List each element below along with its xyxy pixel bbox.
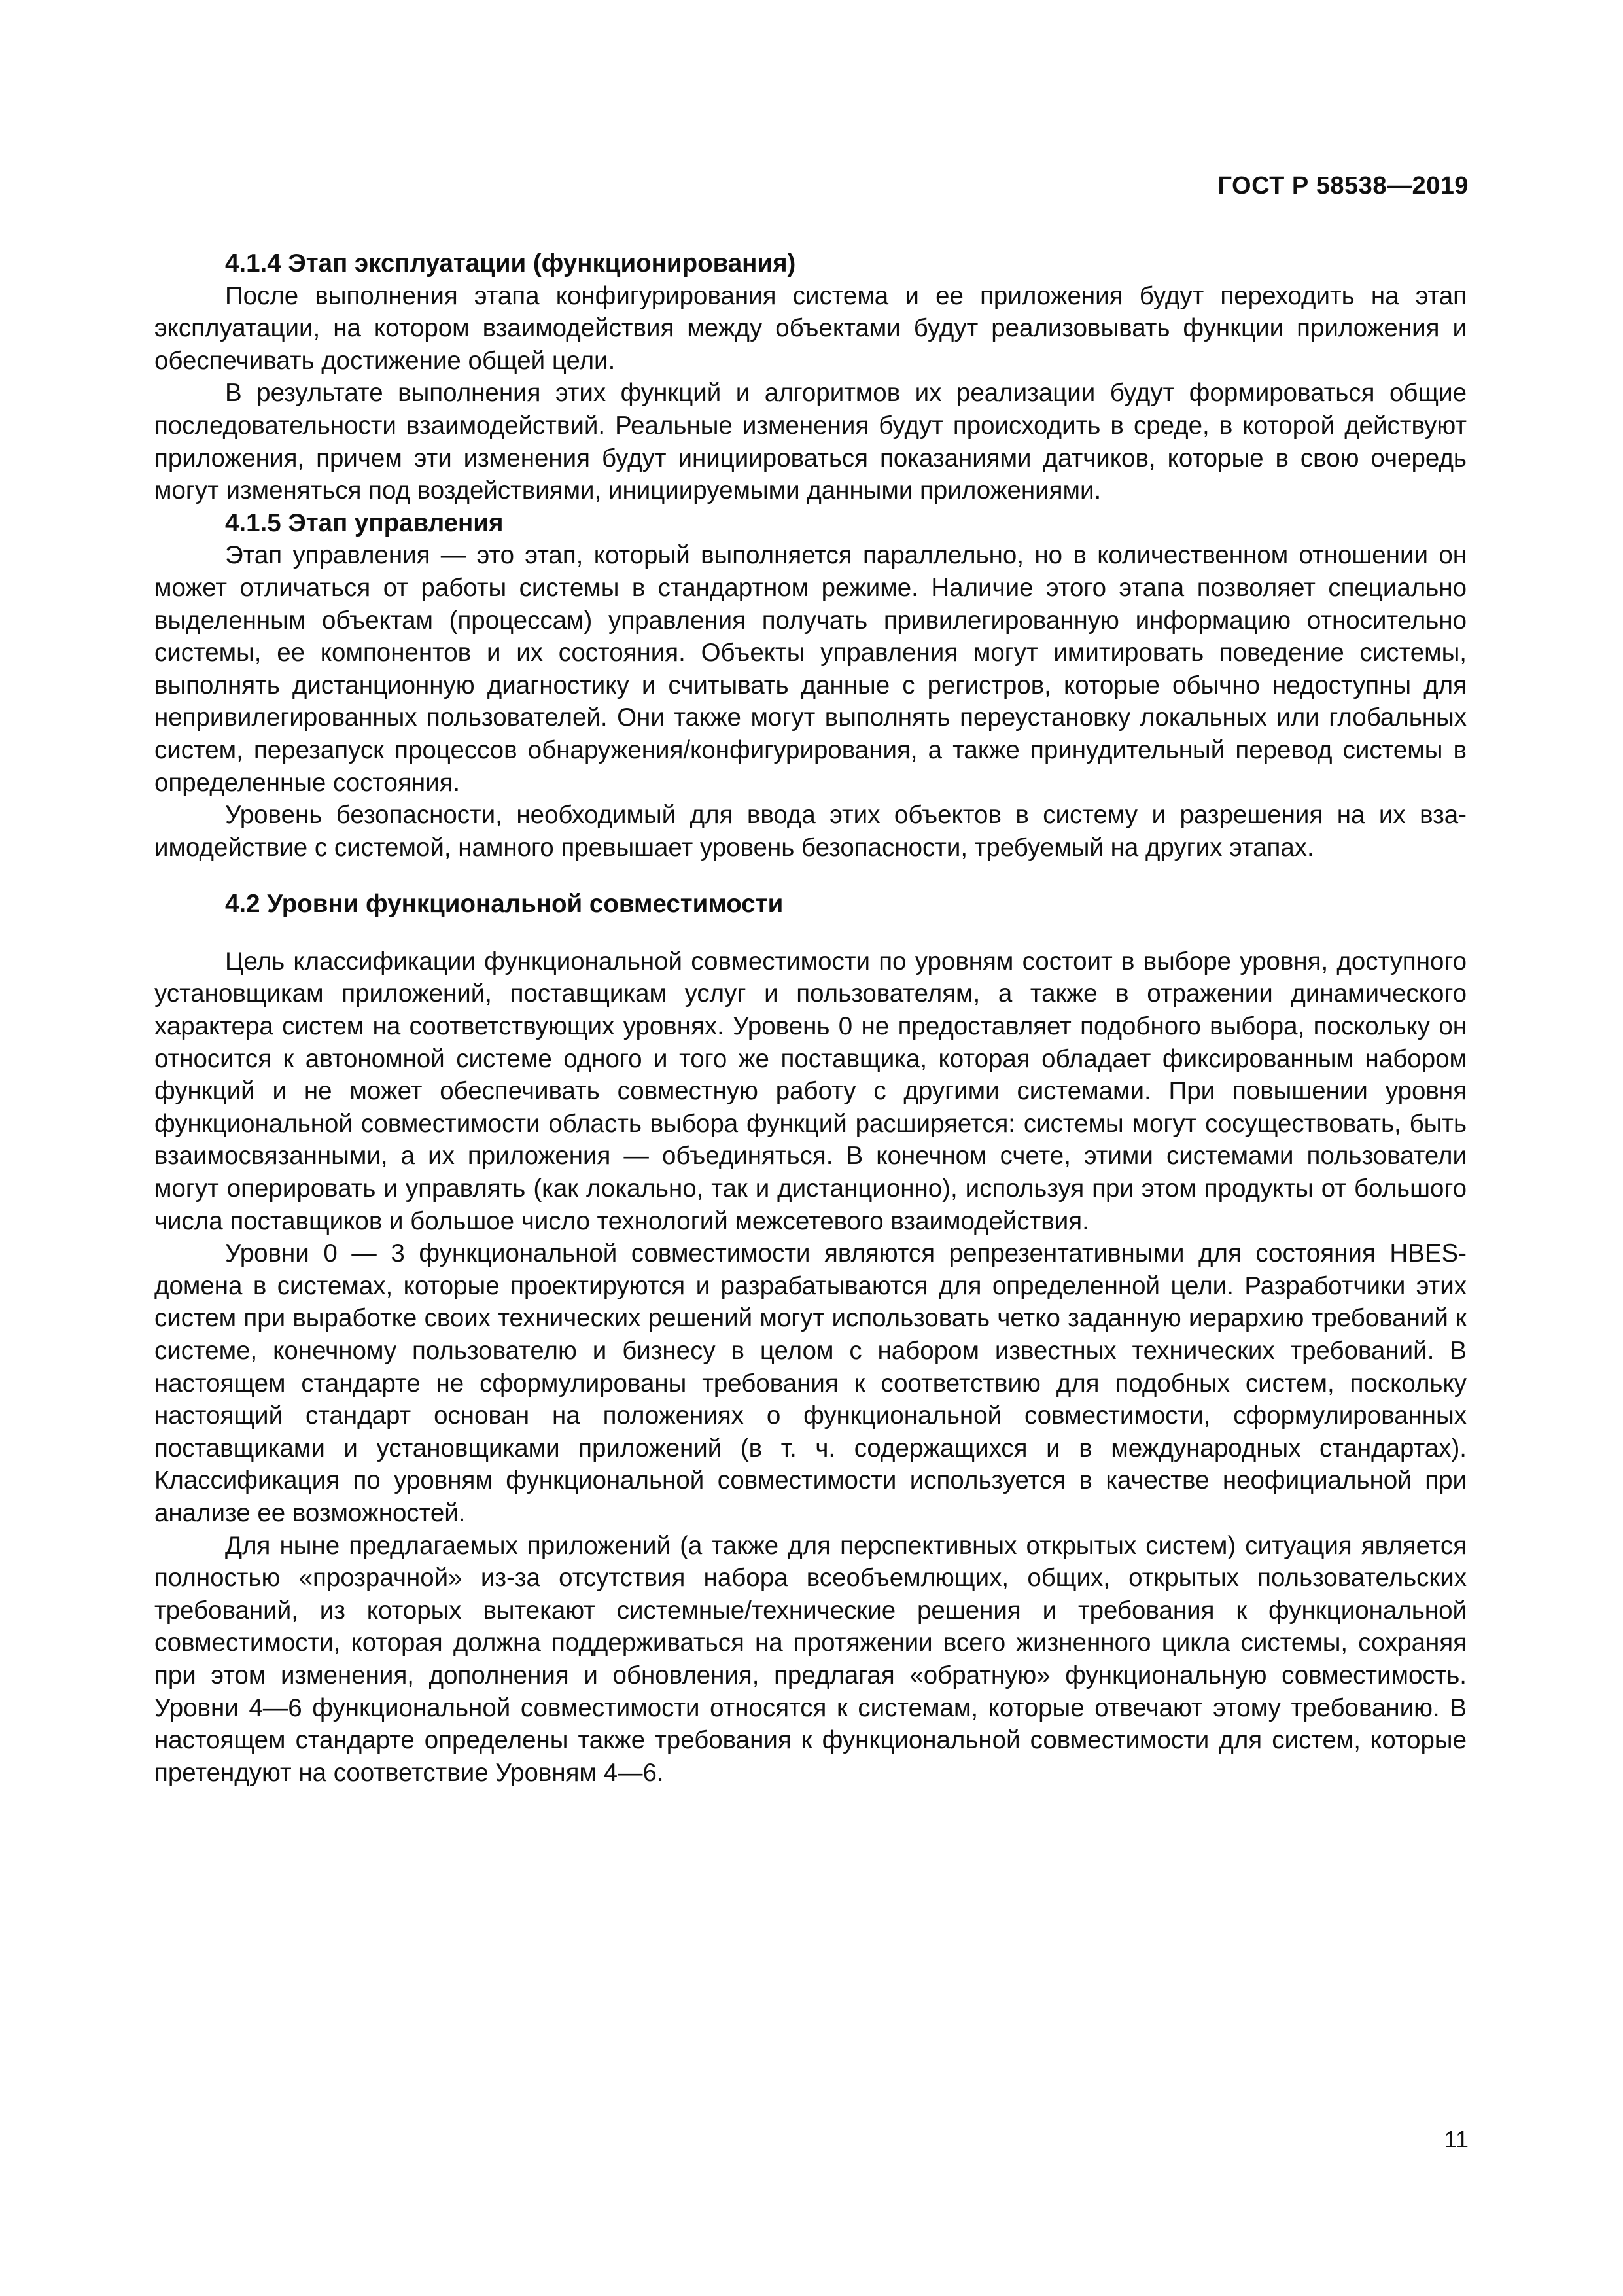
paragraph: Уровень безопасности, необходимый для ввода этих объектов в систему и разрешения на их взаимодействие с системой, намного превышает уровень безопасности, требуемый на других этапах.	[154, 801, 1467, 862]
paragraph: Уровни 0 — 3 функциональной совместимости являются репрезентативными для состояния HBES-домена в системах, которые проектируются и разрабатываются для определенной цели. Разработчики этих систем при выработке своих технических решений могут использовать четко заданную иерархию требований к системе, конечному пользователю и бизнесу в целом с набором известных технических требований. В настоящем стандарте не сформулированы требования к соответствию для подобных систем, поскольку настоящий стандарт основан на положениях о функциональной совместимости, сформулированных поставщиками и установщиками приложений (в т. ч. содержащихся и в международных стандартах). Классификация по уровням функциональной совместимости используется в качестве неофициальной при анализе ее возможностей.	[154, 1239, 1467, 1527]
document-body	[154, 247, 1467, 1789]
section-heading-4-1-5: 4.1.5 Этап управления	[225, 508, 504, 537]
paragraph: Для ныне предлагаемых приложений (а также для перспективных открытых систем) ситуация является полностью «прозрачной» из-за отсутствия набора всеобъемлющих, общих, открытых пользовательских требований, из которых вытекают системные/технические решения и требования к функциональной совместимости, которая должна поддерживаться на протяжении всего жизненного цикла системы, сохраняя при этом изменения, дополнения и обновления, предлагая «обратную» функциональную совместимость. Уровни 4—6 функциональной совместимости относятся к системам, которые отвечают этому требованию. В настоящем стандарте определены также требования к функциональной совместимости для систем, которые претендуют на соответствие Уровням 4—6.	[154, 1531, 1467, 1787]
section-heading-4-1-4: 4.1.4 Этап эксплуатации (функционирования)	[225, 249, 796, 277]
paragraph: После выполнения этапа конфигурирования система и ее приложения будут переходить на этап эксплуатации, на котором взаимодействия между объектами будут реализовывать функции приложения и обеспечивать достижение общей цели.	[154, 281, 1467, 375]
paragraph: В результате выполнения этих функций и алгоритмов их реализации будут формироваться общие последовательности взаимодействий. Реальные изменения будут происходить в среде, в которой действуют приложения, причем эти изменения будут инициироваться показаниями датчиков, которые в свою очередь могут изменяться под воздействиями, инициируемыми данными приложениями.	[154, 379, 1467, 505]
document-header: ГОСТ Р 58538—2019	[1217, 172, 1469, 200]
section-heading-4-2: 4.2 Уровни функциональной совместимости	[225, 890, 784, 919]
page-number: 11	[1444, 2126, 1469, 2153]
paragraph: Этап управления — это этап, который выполняется параллельно, но в количественном отношении он может отличаться от работы системы в стандартном режиме. Наличие этого этапа позволяет специально выделенным объектам (процессам) управления получать привилегированную информацию относительно системы, ее компонентов и их состояния. Объекты управления могут имитировать поведение системы, выполнять дистанционную диагностику и считывать данные с регистров, которые обычно недоступны для непривилегированных пользователей. Они также могут выполнять переустановку локальных или глобальных систем, перезапуск процессов обнаружения/конфигурирования, а также принудительный перевод системы в определенные состояния.	[154, 541, 1467, 797]
paragraph: Цель классификации функциональной совместимости по уровням состоит в выборе уровня, доступного установщикам приложений, поставщикам услуг и пользователям, а также в отражении динамического характера систем на соответствующих уровнях. Уровень 0 не предоставляет подобного выбора, поскольку он относится к автономной системе одного и того же поставщика, которая обладает фиксированным набором функций и не может обеспечивать совместную работу с другими системами. При повышении уровня функциональной совместимости область выбора функций расширяется: системы могут сосуществовать, быть взаимосвязанными, а их приложения — объединяться. В конечном счете, этими системами пользователи могут оперировать и управлять (как локально, так и дистанционно), используя при этом продукты от большого числа поставщиков и большое число технологий межсетевого взаимодействия.	[154, 947, 1467, 1235]
